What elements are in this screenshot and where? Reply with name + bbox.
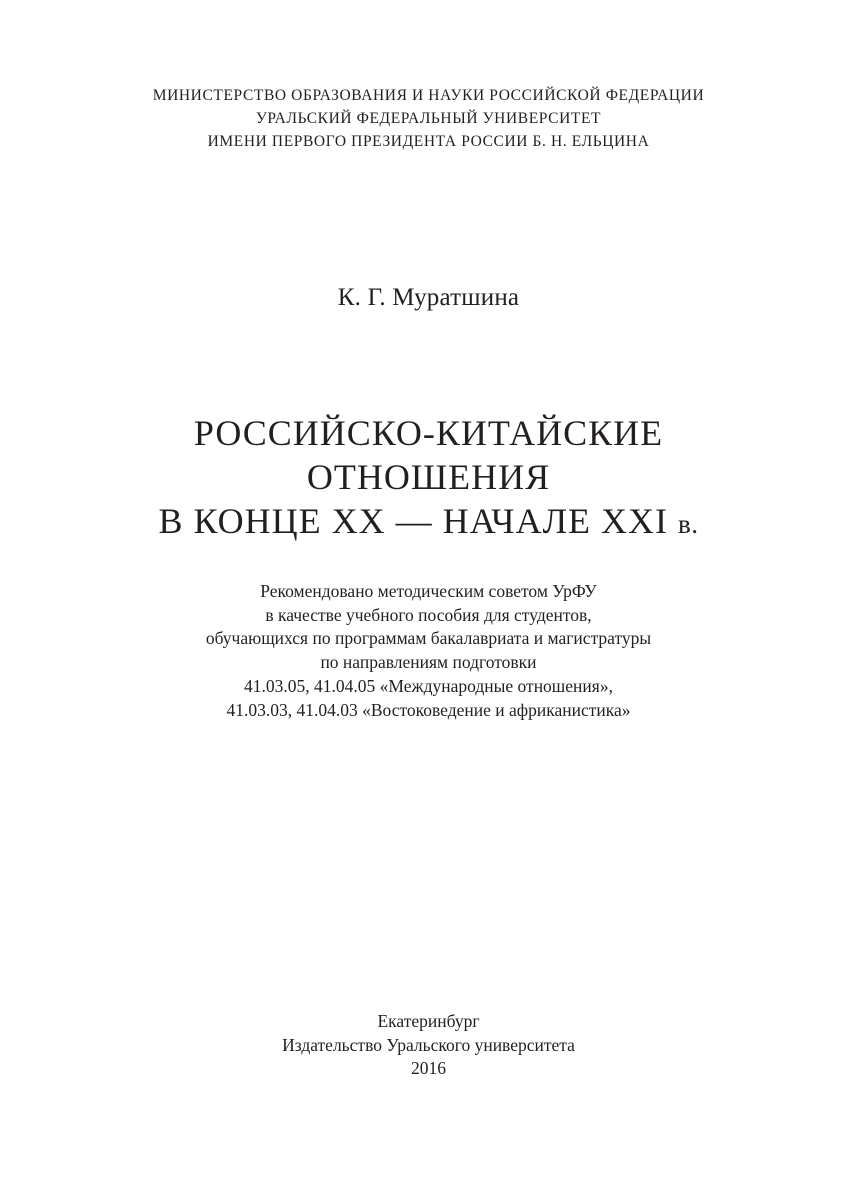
- recommendation-line-2: в качестве учебного пособия для студентов,: [265, 604, 592, 625]
- title-line-3-suffix: в.: [677, 509, 699, 539]
- publisher-imprint: [0, 1010, 857, 1081]
- header-line-university: УРАЛЬСКИЙ ФЕДЕРАЛЬНЫЙ УНИВЕРСИТЕТ: [255, 110, 602, 127]
- title-line-3-text: В КОНЦЕ XX — НАЧАЛЕ XXI: [158, 501, 668, 541]
- author-name: К. Г. Муратшина: [337, 284, 520, 311]
- imprint-year: 2016: [411, 1058, 446, 1079]
- title-line-3: [0, 499, 857, 546]
- recommendation-line-6: 41.03.03, 41.04.03 «Востоковедение и африканистика»: [226, 699, 631, 720]
- recommendation-line-5: 41.03.05, 41.04.05 «Международные отношения»,: [244, 675, 613, 696]
- recommendation-note: [0, 580, 857, 722]
- header-line-university-name: ИМЕНИ ПЕРВОГО ПРЕЗИДЕНТА РОССИИ Б. Н. ЕЛЬЦИНА: [207, 133, 650, 150]
- title-line-2: ОТНОШЕНИЯ: [306, 457, 551, 497]
- recommendation-line-3: обучающихся по программам бакалавриата и магистратуры: [205, 628, 652, 649]
- imprint-city: Екатеринбург: [377, 1011, 480, 1031]
- title-line-1: РОССИЙСКО-КИТАЙСКИЕ: [193, 413, 664, 453]
- recommendation-line-1: Рекомендовано методическим советом УрФУ: [260, 581, 597, 601]
- ministry-header: [0, 84, 857, 153]
- header-line-ministry: МИНИСТЕРСТВО ОБРАЗОВАНИЯ И НАУКИ РОССИЙСКОЙ ФЕДЕРАЦИИ: [152, 87, 705, 104]
- recommendation-line-4: по направлениям подготовки: [320, 652, 537, 673]
- book-title: [0, 411, 857, 546]
- imprint-publisher: Издательство Уральского университета: [282, 1034, 575, 1055]
